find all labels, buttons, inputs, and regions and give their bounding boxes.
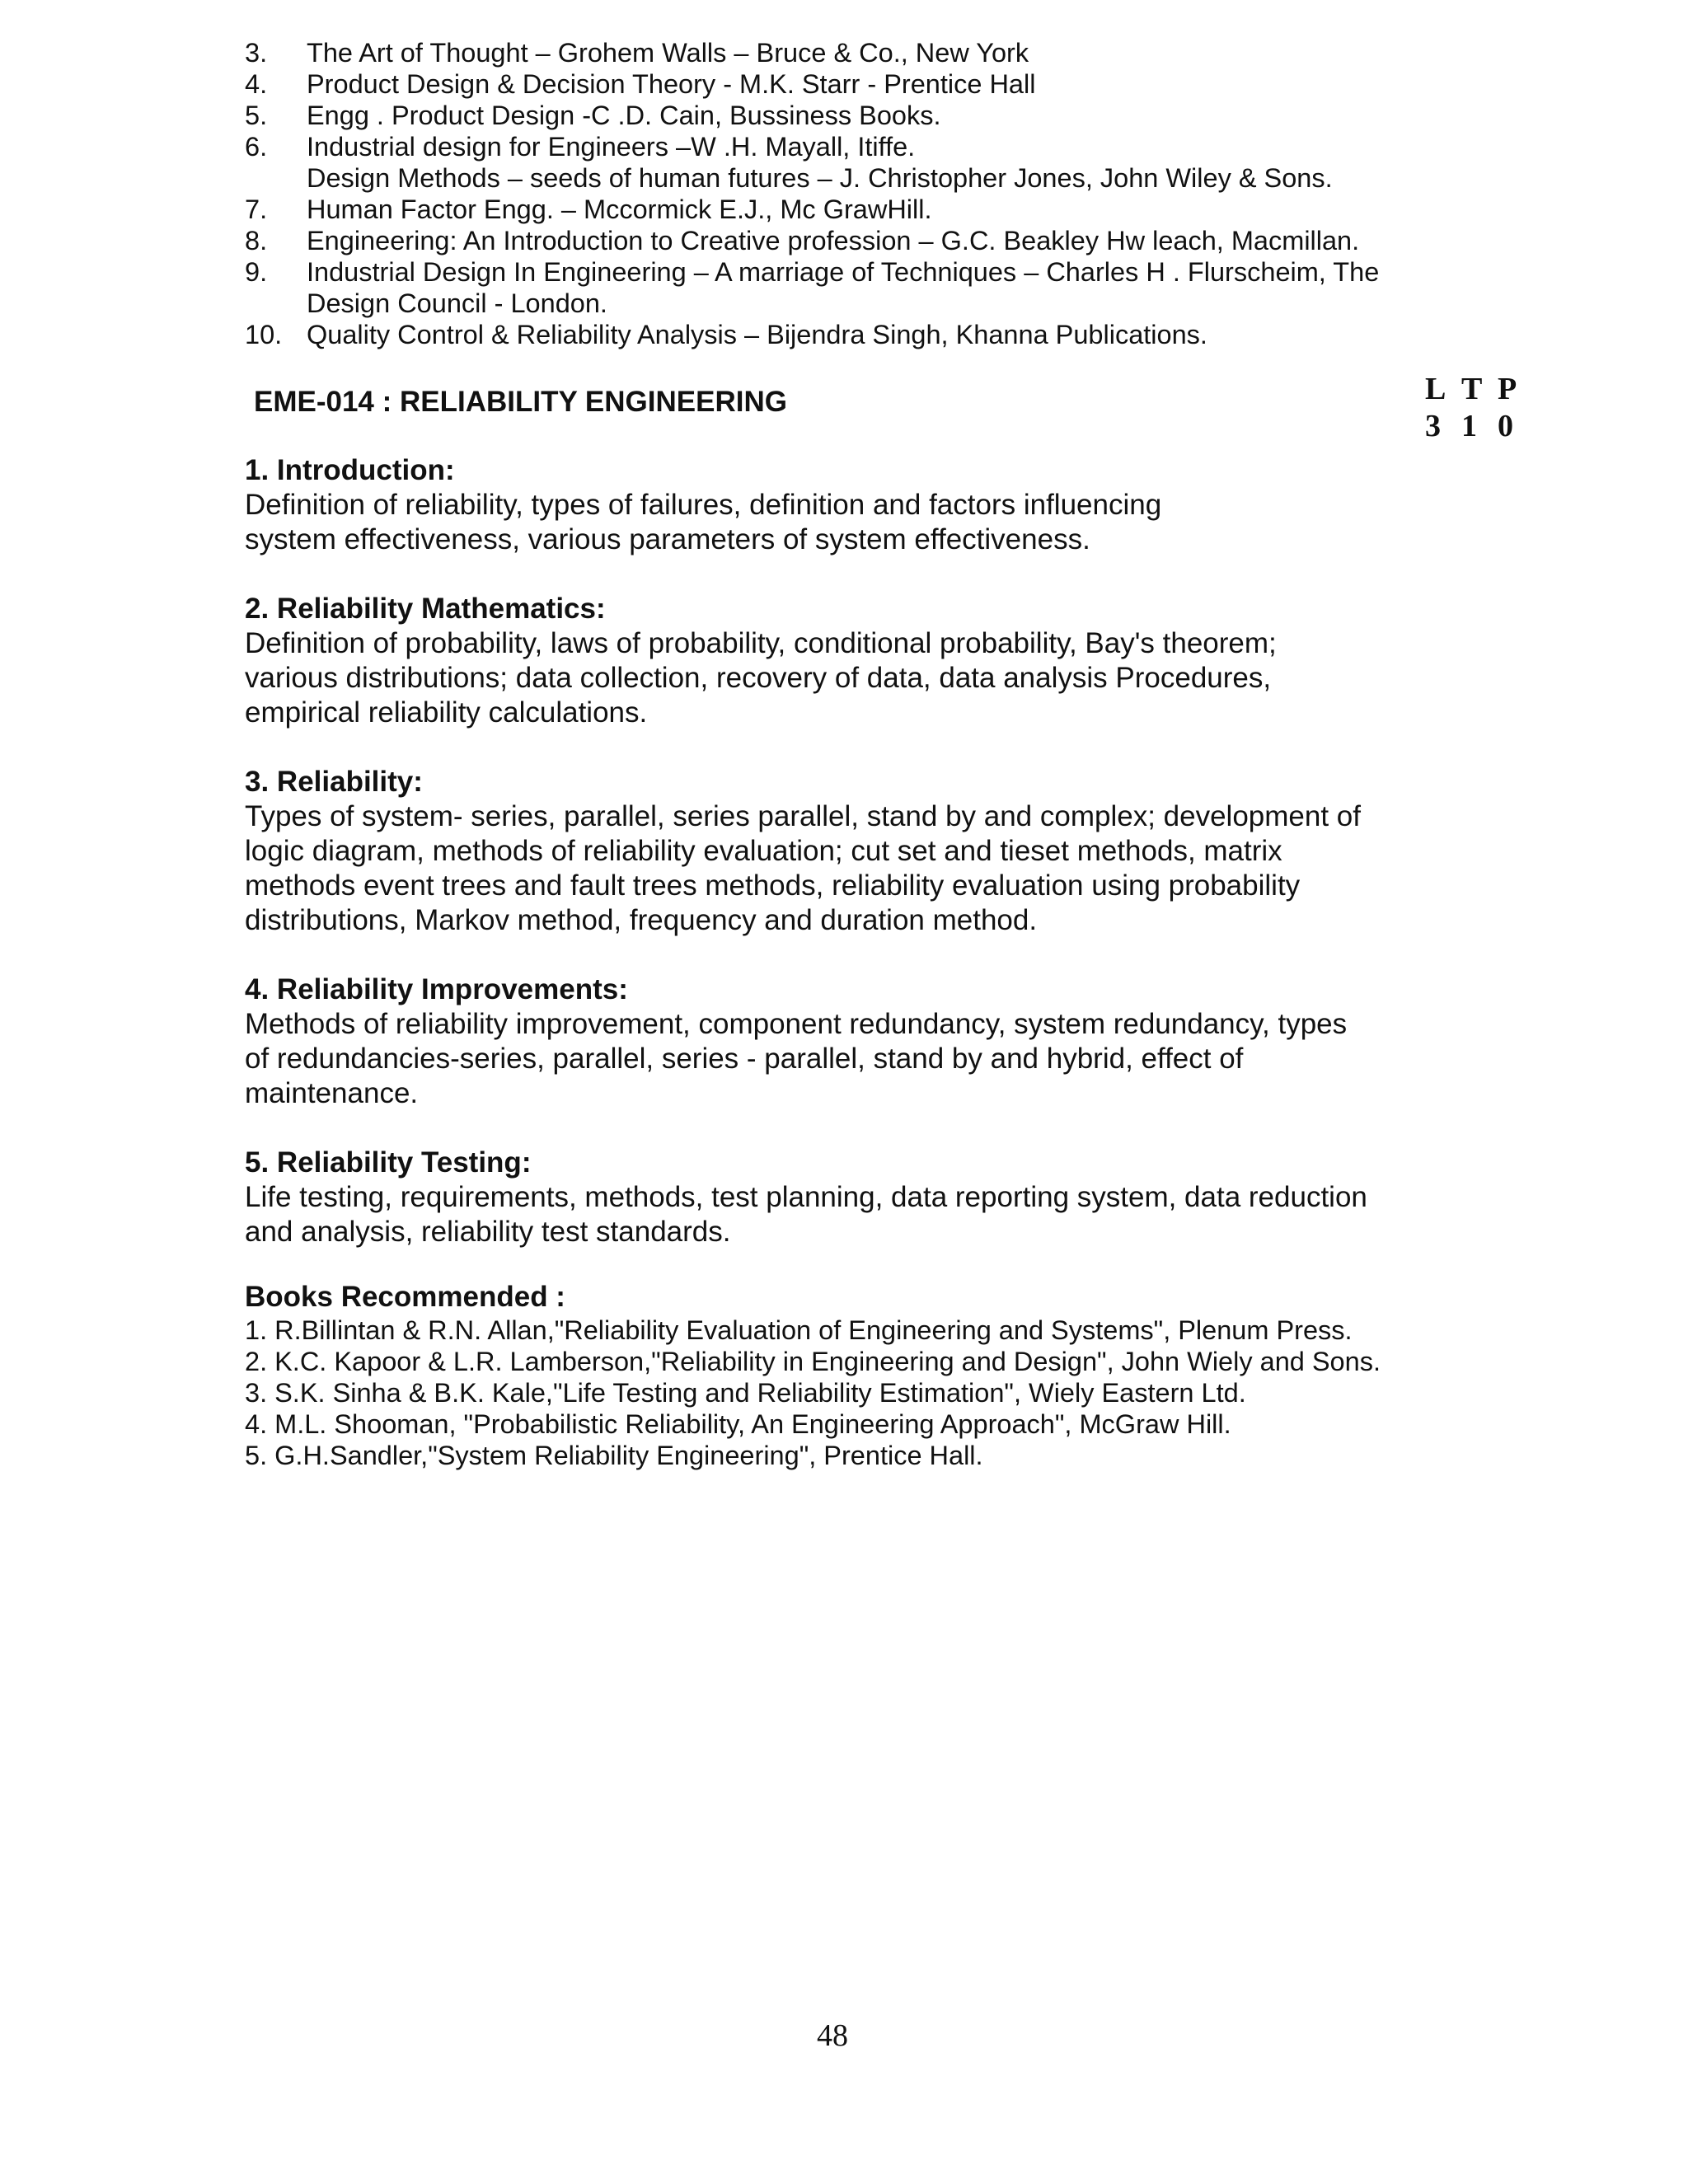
reference-item bbox=[245, 37, 1448, 68]
reference-text: Human Factor Engg. – Mccormick E.J., Mc GrawHill. bbox=[307, 194, 932, 224]
reference-number: 5. bbox=[245, 101, 268, 130]
unit-description: Methods of reliability improvement, component redundancy, system redundancy, types of redundancies-series, parallel, series - parallel, stand by and hybrid, effect of maintenance. bbox=[245, 1008, 1348, 1109]
reference-text: Design Council - London. bbox=[307, 288, 607, 318]
unit-section bbox=[245, 1146, 1448, 1249]
reference-item bbox=[245, 162, 1448, 194]
reference-number bbox=[245, 288, 307, 319]
ltp-labels-row bbox=[1425, 371, 1534, 408]
reference-text: Product Design & Decision Theory - M.K. Starr - Prentice Hall bbox=[307, 69, 1036, 99]
ltp-value-p: 0 bbox=[1498, 409, 1513, 443]
ltp-credits bbox=[1425, 371, 1534, 445]
reference-number: 3. bbox=[245, 38, 268, 68]
reference-text: Engineering: An Introduction to Creative profession – G.C. Beakley Hw leach, Macmillan. bbox=[307, 226, 1360, 255]
reference-text: Quality Control & Reliability Analysis – Bijendra Singh, Khanna Publications. bbox=[307, 320, 1207, 349]
reference-text: Industrial design for Engineers –W .H. Mayall, Itiffe. bbox=[307, 132, 916, 162]
books-recommended bbox=[245, 1280, 1481, 1471]
ltp-value-l: 3 bbox=[1425, 409, 1441, 443]
ltp-label-p: P bbox=[1498, 372, 1517, 406]
unit-section bbox=[245, 453, 1448, 557]
unit-section bbox=[245, 765, 1448, 938]
book-entry: 3. S.K. Sinha & B.K. Kale,"Life Testing and Reliability Estimation", Wiely Eastern Ltd. bbox=[245, 1378, 1246, 1408]
reference-item bbox=[245, 256, 1448, 288]
unit-heading: 3. Reliability: bbox=[245, 766, 423, 798]
ltp-values-row bbox=[1425, 408, 1534, 445]
reference-item bbox=[245, 131, 1448, 162]
book-entry: 1. R.Billintan & R.N. Allan,"Reliability Evaluation of Engineering and Systems", Plenum Press. bbox=[245, 1315, 1353, 1345]
reference-item bbox=[245, 194, 1448, 225]
reference-number: 4. bbox=[245, 69, 268, 99]
ltp-label-l: L bbox=[1425, 372, 1447, 406]
ltp-label-t: T bbox=[1461, 372, 1483, 406]
reference-item bbox=[245, 68, 1448, 100]
course-title: EME-014 : RELIABILITY ENGINEERING bbox=[254, 386, 787, 418]
reference-list bbox=[245, 37, 1448, 350]
reference-number: 10. bbox=[245, 320, 283, 349]
unit-description: Life testing, requirements, methods, test planning, data reporting system, data reduction and analysis, reliability test standards. bbox=[245, 1181, 1367, 1248]
book-entry: 5. G.H.Sandler,"System Reliability Engineering", Prentice Hall. bbox=[245, 1441, 983, 1470]
reference-text: The Art of Thought – Grohem Walls – Bruce & Co., New York bbox=[307, 38, 1029, 68]
page-number: 48 bbox=[817, 2018, 848, 2053]
unit-heading: 4. Reliability Improvements: bbox=[245, 973, 628, 1005]
unit-heading: 1. Introduction: bbox=[245, 454, 455, 486]
book-entry: 2. K.C. Kapoor & L.R. Lamberson,"Reliability in Engineering and Design", John Wiely and Sons. bbox=[245, 1347, 1381, 1376]
reference-item bbox=[245, 319, 1448, 350]
ltp-value-t: 1 bbox=[1461, 409, 1477, 443]
reference-text: Industrial Design In Engineering – A marriage of Techniques – Charles H . Flurscheim, The bbox=[307, 257, 1380, 287]
reference-number bbox=[245, 162, 307, 194]
unit-heading: 2. Reliability Mathematics: bbox=[245, 593, 606, 625]
reference-item bbox=[245, 288, 1448, 319]
unit-heading: 5. Reliability Testing: bbox=[245, 1146, 532, 1179]
unit-section bbox=[245, 592, 1448, 730]
reference-text: Engg . Product Design -C .D. Cain, Bussiness Books. bbox=[307, 101, 941, 130]
unit-section bbox=[245, 972, 1448, 1111]
unit-description: Types of system- series, parallel, series parallel, stand by and complex; development of logic diagram, methods of reliability evaluation; cut set and tieset methods, matrix methods event trees and fault trees methods, reliability evaluation using probability distributions, Markov method, frequency and duration method. bbox=[245, 800, 1361, 936]
syllabus-units bbox=[245, 453, 1448, 1284]
reference-item bbox=[245, 225, 1448, 256]
unit-description: Definition of probability, laws of probability, conditional probability, Bay's theorem; various distributions; data collection, recovery of data, data analysis Procedures, empirical reliability calculations. bbox=[245, 627, 1277, 729]
reference-number: 7. bbox=[245, 194, 268, 224]
books-heading: Books Recommended : bbox=[245, 1281, 565, 1313]
book-entry: 4. M.L. Shooman, "Probabilistic Reliability, An Engineering Approach", McGraw Hill. bbox=[245, 1409, 1231, 1439]
reference-number: 9. bbox=[245, 257, 268, 287]
reference-number: 8. bbox=[245, 226, 268, 255]
reference-item bbox=[245, 100, 1448, 131]
reference-text: Design Methods – seeds of human futures – J. Christopher Jones, John Wiley & Sons. bbox=[307, 163, 1333, 193]
unit-description: Definition of reliability, types of failures, definition and factors influencing system effectiveness, various parameters of system effectiveness. bbox=[245, 489, 1162, 555]
reference-number: 6. bbox=[245, 132, 268, 162]
